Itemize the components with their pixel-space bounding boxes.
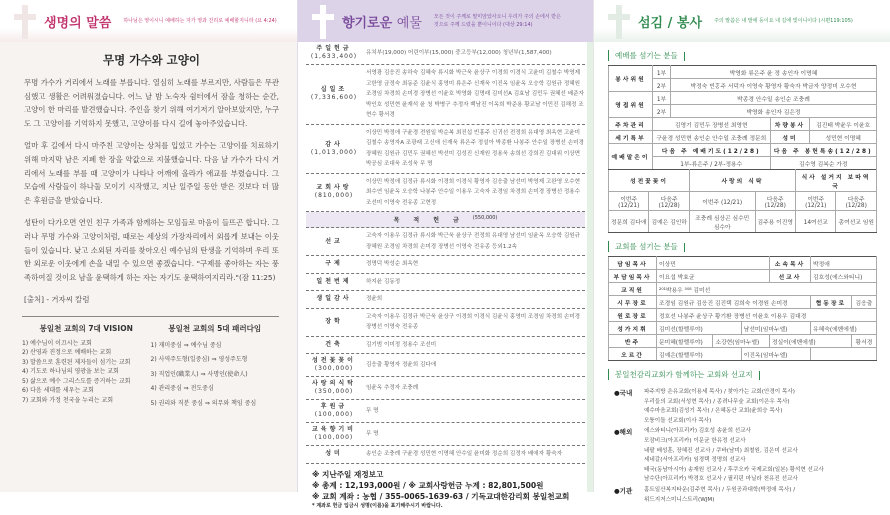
cell: 박정숙 빈홍주 서덕자 이영숙 황영자 황숙자 박금자 양정미 오수현 bbox=[671, 79, 877, 92]
offering-label: 주일헌금 bbox=[316, 45, 352, 52]
offering-label: 후원금 bbox=[320, 403, 348, 410]
offering-row bbox=[306, 423, 585, 446]
paradigm-item: 1) 재미중심 ⇒ 예수님 중심 bbox=[150, 341, 222, 349]
church-servers-table bbox=[608, 256, 877, 361]
mission-group-overseas bbox=[614, 427, 876, 485]
cell: 김미선(할렐루야) bbox=[657, 322, 742, 335]
cell: 유혜숙(에벤에셀) bbox=[811, 322, 877, 335]
cell: 성민현 이명혜 bbox=[810, 131, 877, 144]
offering-names: 고숙자 이용우 김정규 박근욱 윤상구 이경희 이경식 김윤식 홍영미 조경임 차경희 손미경 장병선 이영숙 전유종 bbox=[366, 313, 581, 330]
offering-row bbox=[306, 309, 585, 337]
worship-servers-title bbox=[608, 50, 685, 61]
mission-line: 세네갈(서아프리카) 임경택 정명희 선교사 bbox=[644, 457, 746, 464]
offering-label: 장학 bbox=[325, 318, 343, 325]
offering-names: 무 명 bbox=[366, 430, 379, 437]
row-label: 담임목사 bbox=[609, 257, 657, 270]
offering-label: 건축 bbox=[325, 340, 343, 348]
offering-row bbox=[306, 174, 585, 213]
offering-amount: (300,000) bbox=[314, 365, 354, 372]
offering-names: 김응출 황영자 정윤희 김다애 bbox=[366, 361, 437, 368]
week-head: 다음주 (12/28) bbox=[755, 192, 795, 211]
cell: 정실이(에벤에셀) bbox=[769, 335, 851, 348]
cell: 조경임 김원규 김응진 김진택 김희숙 이경원 손미경 bbox=[657, 296, 811, 309]
mission-line: 위드지저스미니스트리(WJM) bbox=[644, 496, 715, 503]
part: 1부 bbox=[653, 66, 671, 79]
cell: 구윤경 성민현 송인순 안수일 조충례 정문희 bbox=[653, 131, 771, 144]
cell: 14여선교 bbox=[796, 211, 836, 233]
cell: 김수영 김복순 가정 bbox=[770, 157, 876, 170]
cell: 이상민 bbox=[657, 257, 770, 270]
offering-names: 김기범 이미정 정용수 조선미 bbox=[366, 341, 437, 348]
cell: 소강현(임마누엘) bbox=[713, 335, 769, 348]
vision-title: 봉일천 교회의 7대 VISION bbox=[39, 323, 133, 333]
offering-row bbox=[306, 42, 585, 65]
cell: 박종경 안수일 송인순 조충례 bbox=[671, 92, 877, 105]
offerings-column bbox=[297, 0, 593, 509]
offering-row bbox=[306, 65, 585, 125]
cell: 김진태 박윤우 이윤호 bbox=[810, 118, 877, 131]
mission-line: 모잠비크(아프리카) 이문균 한유정 선교사 bbox=[644, 437, 746, 444]
paradigm-item: 3) 직업인(職業人) ⇒ 사명인(使命人) bbox=[150, 370, 248, 378]
header-verse: 하나님은 영이시니 예배하는 자가 영과 진리로 예배할지니라 (요 4:24) bbox=[123, 18, 277, 24]
offering-label: 구제 bbox=[325, 260, 343, 268]
offering-label: 생일감사 bbox=[316, 295, 352, 303]
mission-line: 남수단(아프리카) 박경호 선교사 / 필리핀 마닐라 천유진 선교사 bbox=[644, 476, 798, 483]
purpose-offering-banner bbox=[306, 212, 585, 228]
cell: 이진옥(임마누엘) bbox=[741, 348, 810, 361]
vision-item: 7) 교회와 가정 천국을 누리는 교회 bbox=[22, 396, 114, 404]
row-label: 봉사위원 bbox=[609, 66, 653, 92]
row-label: 소속목사 bbox=[769, 257, 810, 270]
paradigm-title: 봉일천 교회의 5대 패러다임 bbox=[168, 323, 262, 333]
row-label: 협동장로 bbox=[811, 296, 852, 309]
week-head: 이번주 (12/21) bbox=[689, 192, 755, 211]
offering-names: 송인순 조충례 구윤경 성민현 이명혜 안수일 윤미화 정순희 김정자 배애자 황숙자 bbox=[366, 451, 563, 457]
mission-line: 파주지방 은유교회(이용세 목사) / 찾아가는 교회(안경이 목사) bbox=[644, 389, 795, 395]
seven-visions bbox=[22, 323, 151, 412]
row-label: 시무장로 bbox=[609, 296, 657, 309]
col-head: 식사 설거지 보따역국 bbox=[796, 170, 877, 192]
header-verse: 모든 것이 주께로 말미암았사오니 우리가 주의 손에서 받은 것으로 주께 드렸을 뿐이니이다 (대상 29:14) bbox=[433, 14, 561, 28]
offering-label: 교회사랑 bbox=[316, 184, 352, 192]
cell: 박영화 송인자 김은정 bbox=[671, 105, 877, 118]
sermon-source: [출처] - 거자씨 칼럼 bbox=[24, 295, 90, 305]
offering-names: 하지윤 김동정 bbox=[366, 278, 401, 285]
offering-label: 교육향기비 bbox=[312, 426, 356, 433]
header-verse: 주의 말씀은 내 발에 등이요 내 길에 빛이니이다 (시편119:105) bbox=[714, 18, 853, 24]
offering-amount: (1,633,400) bbox=[310, 53, 358, 60]
cell: 김응출 bbox=[851, 296, 876, 309]
cell: 총여선교 임원 bbox=[836, 211, 877, 233]
row-label: 원로장로 bbox=[609, 309, 657, 322]
cell: 정문희 김다애 bbox=[609, 211, 649, 233]
offering-names: 고숙자 이용우 김정규 류시화 박근욱 윤상구 전정희 유대영 남선미 임윤옥 오승학 김원규 장혜원 조경임 차경희 손미경 장병선 이영숙 전유종 등외1.2속 bbox=[366, 233, 581, 250]
vision-item: 6) 다음 세대를 세우는 교회 bbox=[22, 387, 94, 395]
col-head: 사랑의 식탁 bbox=[689, 170, 795, 192]
cell: 문미혜(할렐루야) bbox=[657, 335, 713, 348]
offering-amount: (1,013,000) bbox=[310, 148, 358, 156]
offering-row bbox=[306, 377, 585, 400]
offering-names: 무 명 bbox=[366, 407, 379, 414]
church-servers-title bbox=[608, 241, 685, 252]
offering-row bbox=[306, 354, 585, 377]
row-label: 오르간 bbox=[609, 348, 657, 361]
banner-amount: (550,000) bbox=[472, 215, 498, 221]
section-title: 생명의 말씀 bbox=[44, 15, 112, 31]
offering-names: 임윤옥 추정자 조충례 bbox=[366, 384, 419, 391]
part: 2부 bbox=[653, 105, 671, 118]
offering-names: 유치부(19,000) 어린이부(15,000) 중고등부(12,000) 청년부(1,587,400) bbox=[366, 49, 552, 56]
banner-label: 목적헌금 bbox=[393, 217, 473, 224]
weekly-duty-table bbox=[608, 169, 877, 233]
offering-amount: (100,000) bbox=[314, 411, 354, 418]
row-label: 반주 bbox=[609, 335, 657, 348]
offering-amount: (100,000) bbox=[314, 434, 354, 441]
vision-item: 2) 산영과 진정으로 예배하는 교회 bbox=[22, 349, 112, 357]
sermon bbox=[0, 42, 297, 307]
offering-row bbox=[306, 125, 585, 174]
section-label: 예배를 섬기는 분들 bbox=[615, 51, 678, 60]
offering-names: 정명덕 박성순 최옥현 bbox=[366, 261, 419, 267]
offering-label: 성전꽃꽂이 bbox=[312, 357, 356, 364]
vision-item: 1) 예수님이 이끄시는 교회 bbox=[22, 339, 92, 347]
offering-label: 일천번제 bbox=[316, 277, 352, 285]
vision-box bbox=[22, 316, 279, 412]
week-head: 다음주 (12/28) bbox=[836, 192, 877, 211]
offering-amount: (810,000) bbox=[314, 192, 354, 200]
cell: 박정애 bbox=[811, 257, 877, 270]
vision-item: 3) 말씀으로 훈련된 제자들이 섬기는 교회 bbox=[22, 358, 131, 366]
mission-category: ●해외 bbox=[614, 428, 633, 437]
offering-amount: (350,000) bbox=[314, 388, 354, 395]
title-bold: 향기로운 bbox=[342, 15, 393, 31]
row-label: 선교사 bbox=[769, 270, 810, 283]
offering-row bbox=[306, 291, 585, 309]
cell: 남선미(임마누엘) bbox=[741, 322, 810, 335]
offering-names: 이상민 박정애 구윤경 전원일 박순복 최진섭 빈홍주 신귀선 전정희 유대영 최옥현 고윤미 김철수 송영자A 조광래 고신애 신재욱 류은주 정설아 박종환 나봉주 안수일 장병선 손미경 장혜원 김원규 김민두 권혜선 박선미 김성진 신재원 정용욱 송희선 강희진 김대위 이상면 박공심 조대욱 조성욱 무 명 bbox=[366, 129, 584, 167]
vision-item: 5) 삶으로 예수 그리스도를 증거하는 교회 bbox=[22, 377, 131, 385]
cross-icon bbox=[608, 5, 630, 39]
offering-names: 정윤희 bbox=[366, 296, 383, 302]
report-note: * 계좌로 헌금 입금시 성명(이름)을 표기해주시기 바랍니다. bbox=[312, 502, 443, 509]
offering-amount: (7,336,600) bbox=[310, 94, 358, 102]
service-header bbox=[594, 0, 890, 42]
title-light: 예물 bbox=[396, 15, 422, 31]
offering-names: 서영광 김응진 송하숙 김혜숙 류시화 박근욱 윤상구 이경희 이경식 고윤미 김철수 박영제 고한영 금정숙 최동준 김윤식 홍영미 류은주 신재욱 이진옥 임윤옥 오승학 김원규 정혜원 조경임 차경희 손미경 장병선 이윤호 박영화 김명래 김미선A 김효남 김민두 권혜선 배준자 박인호 성민현 윤재석 윤 청 박병구 추정자 백남진 이옥희 박준용 황교남 이민진 김해정 조현수 황서경 bbox=[366, 70, 584, 118]
sermon-title: 무명 가수와 고양이 bbox=[103, 53, 200, 67]
mission-group-domestic bbox=[614, 388, 876, 426]
row-label: 영접위원 bbox=[609, 92, 653, 118]
row-label: 성미 bbox=[770, 131, 810, 144]
offerings-list bbox=[298, 42, 593, 464]
cell: 김예은(할렐루야) bbox=[657, 348, 742, 361]
paradigm-item: 2) 사역주도형(일중심) ⇒ 영성주도형 bbox=[150, 356, 248, 364]
col-head: 다음 주 예배기도(12/28) bbox=[653, 144, 771, 157]
offerings-header bbox=[298, 0, 593, 42]
offering-row bbox=[306, 256, 585, 274]
cell: 김호성(에스와티니) bbox=[811, 270, 877, 283]
report-heading: ※ 지난주일 재정보고 bbox=[312, 469, 384, 479]
report-total: ※ 총계 : 12,193,000원 / ※ 교회사랑헌금 누계 : 82,801,500원 bbox=[312, 480, 544, 490]
cell: 황서경 bbox=[851, 335, 876, 348]
mission-group-institutions bbox=[614, 486, 876, 505]
offering-label: 사랑의식탁 bbox=[312, 380, 356, 387]
row-label: 부담임목사 bbox=[609, 270, 657, 283]
cell: 1부-류은주 / 2부-정용수 bbox=[653, 157, 771, 170]
offering-label: 십일조 bbox=[320, 86, 348, 94]
sermon-paragraph: 성탄이 다가오면 연인 친구 가족과 함께하는 모임들로 마음이 들뜨곤 합니다. 그러나 무명 가수와 고양이처럼, 때로는 세상의 가장자리에서 외롭게 보내는 이웃들이 있습니다. 낮고 소외된 자리를 찾아오신 예수님의 탄생을 기억하며 우리 또한 외로운 이웃에게 손을 내밀 수 있으면 좋겠습니다. "구제를 좋아하는 자는 풍족하여질 것이요 남을 윤택하게 하는 자는 자기도 윤택하여지리라."(잠 11:25) bbox=[24, 218, 279, 282]
cell: 김영기 김민두 장병선 최영현 bbox=[653, 118, 771, 131]
mission-category: ●국내 bbox=[614, 389, 633, 397]
offering-row bbox=[306, 274, 585, 292]
cell: 김예은 김인하 bbox=[649, 211, 689, 233]
week-head: 이번주 (12/21) bbox=[796, 192, 836, 211]
paradigm-item: 5) 권리와 직분 중심 ⇒ 의무와 책임 중심 bbox=[150, 399, 257, 407]
mission-line: 우리들의 교회(서성현 목사) / 종려나무숲 교회(이은우 목사) bbox=[644, 398, 790, 405]
missions-list bbox=[614, 388, 876, 505]
cell: 정호선 나봉주 윤상구 황기환 장병선 이윤호 이용우 김대경 bbox=[657, 309, 877, 322]
mission-line: 에스와티니(아프리카) 김호성 송윤희 선교사 bbox=[644, 428, 751, 435]
part: 1부 bbox=[653, 92, 671, 105]
offering-label: 감사 bbox=[325, 140, 343, 148]
mission-line: 홈트일산복지타운(김주현 목사) / 두원공과대학(박정애 목사) / bbox=[644, 486, 796, 493]
paradigm-item: 4) 관리중심 ⇒ 전도중심 bbox=[150, 385, 214, 393]
cell: 조충례 심상곤 심수민 심수아 bbox=[689, 211, 755, 233]
word-of-life-column bbox=[0, 0, 297, 492]
empty-cell bbox=[811, 348, 877, 361]
cell: ²⁰¹박용우 ⁰⁰⁸ 김미선 bbox=[657, 283, 877, 296]
report-account: ※ 교회 계좌 : 농협 / 355-0065-1639-63 / 기독교대한감리회 봉일천교회 bbox=[312, 491, 570, 501]
section-title bbox=[342, 12, 422, 31]
mission-line: 모퉁이돌 선교회(이사 목사) bbox=[644, 417, 712, 424]
offering-label: 선교 bbox=[325, 237, 343, 245]
offering-label: 성미 bbox=[325, 450, 343, 458]
cell: 김주용 이진영 bbox=[755, 211, 795, 233]
offering-row bbox=[306, 446, 585, 464]
mission-line: 네팔 배성훈, 장혜진 선교사 / 쿠바(남미) 최철원, 김은미 선교사 bbox=[644, 447, 798, 454]
section-label: 봉일천감리교회가 함께하는 교회와 선교지 bbox=[615, 370, 753, 379]
col-head: 성전꽃꽂이 bbox=[609, 170, 690, 192]
row-label: 주차관리 bbox=[609, 118, 653, 131]
row-label: 예배말은이 bbox=[609, 144, 653, 170]
row-label: 세기특부 bbox=[609, 131, 653, 144]
row-label: 성가지휘 bbox=[609, 322, 657, 335]
mission-line: 태국(동남아시아) 송재원 선교사 / 후쿠오카 국제교회(일본) 황석현 선교사 bbox=[644, 466, 824, 473]
row-label: 교직원 bbox=[609, 283, 657, 296]
missions-title bbox=[608, 369, 760, 380]
vision-item: 4) 기도로 하나님의 영광을 보는 교회 bbox=[22, 368, 119, 376]
offering-row bbox=[306, 400, 585, 423]
col-head: 다음 주 봉헌특송(12/28) bbox=[770, 144, 876, 157]
cross-icon bbox=[312, 5, 334, 39]
cross-icon bbox=[14, 5, 36, 39]
cell: 이요섭 박효균 bbox=[657, 270, 770, 283]
service-column bbox=[593, 0, 890, 503]
row-label: 차량봉사 bbox=[770, 118, 810, 131]
five-paradigms bbox=[151, 323, 280, 412]
part: 2부 bbox=[653, 79, 671, 92]
cell: 박영화 류은주 윤 정 송인자 이명혜 bbox=[671, 66, 877, 79]
financial-report bbox=[298, 464, 593, 515]
mission-category: ●기관 bbox=[614, 486, 633, 495]
worship-servers-table bbox=[608, 65, 877, 170]
section-label: 교회를 섬기는 분들 bbox=[615, 242, 678, 251]
week-head: 다음주 (12/28) bbox=[649, 192, 689, 211]
sermon-paragraph: 무명 가수가 거리에서 노래를 부릅니다. 열심히 노래를 부르지만, 사람들은 무관심했고 생활은 어려워졌습니다. 어느 날 밤 노숙자 쉼터에서 잠을 청하는 순간, 고양이 한 마리를 발견했습니다. 주인을 찾기 위해 여기저기 알아보았지만, 누구도 그 고양이를 기억하지 못했고, 고양이를 다시 길에 놓아주었습니다. bbox=[24, 78, 279, 128]
word-of-life-header bbox=[0, 0, 297, 42]
offering-names: 이상민 박정애 김정규 류시화 이경희 이경식 황영자 김응출 남선미 박영제 고완영 오수현 최수연 임윤옥 오승학 나봉주 안수일 이용우 고숙자 조경임 차경희 손미경 장병선 정용수 조선미 이영숙 전유종 고현정 bbox=[366, 178, 581, 206]
mission-line: 예수마음교회(김성기 목사) / 은혜동산 교회(윤희승 목사) bbox=[644, 408, 783, 415]
sermon-paragraph: 얼마 후 길에서 다시 마주친 고양이는 상처를 입었고 가수는 고양이를 치료하기 위해 마지막 남은 지폐 한 장을 약값으로 지불했습니다. 다음 날 가수가 다시 거리에서 노래를 부를 때 고양이가 나타나 어깨에 올라가 애교를 부렸습니다. 그 모습에 사람들이 하나둘 모이기 시작했고, 지난 일주일 동안 받은 것보다 더 많은 후원금을 받았습니다. bbox=[24, 141, 279, 205]
section-title: 섬김 / 봉사 bbox=[638, 15, 703, 31]
offering-row bbox=[306, 228, 585, 256]
offering-row bbox=[306, 337, 585, 355]
week-head: 이번주 (12/21) bbox=[609, 192, 649, 211]
